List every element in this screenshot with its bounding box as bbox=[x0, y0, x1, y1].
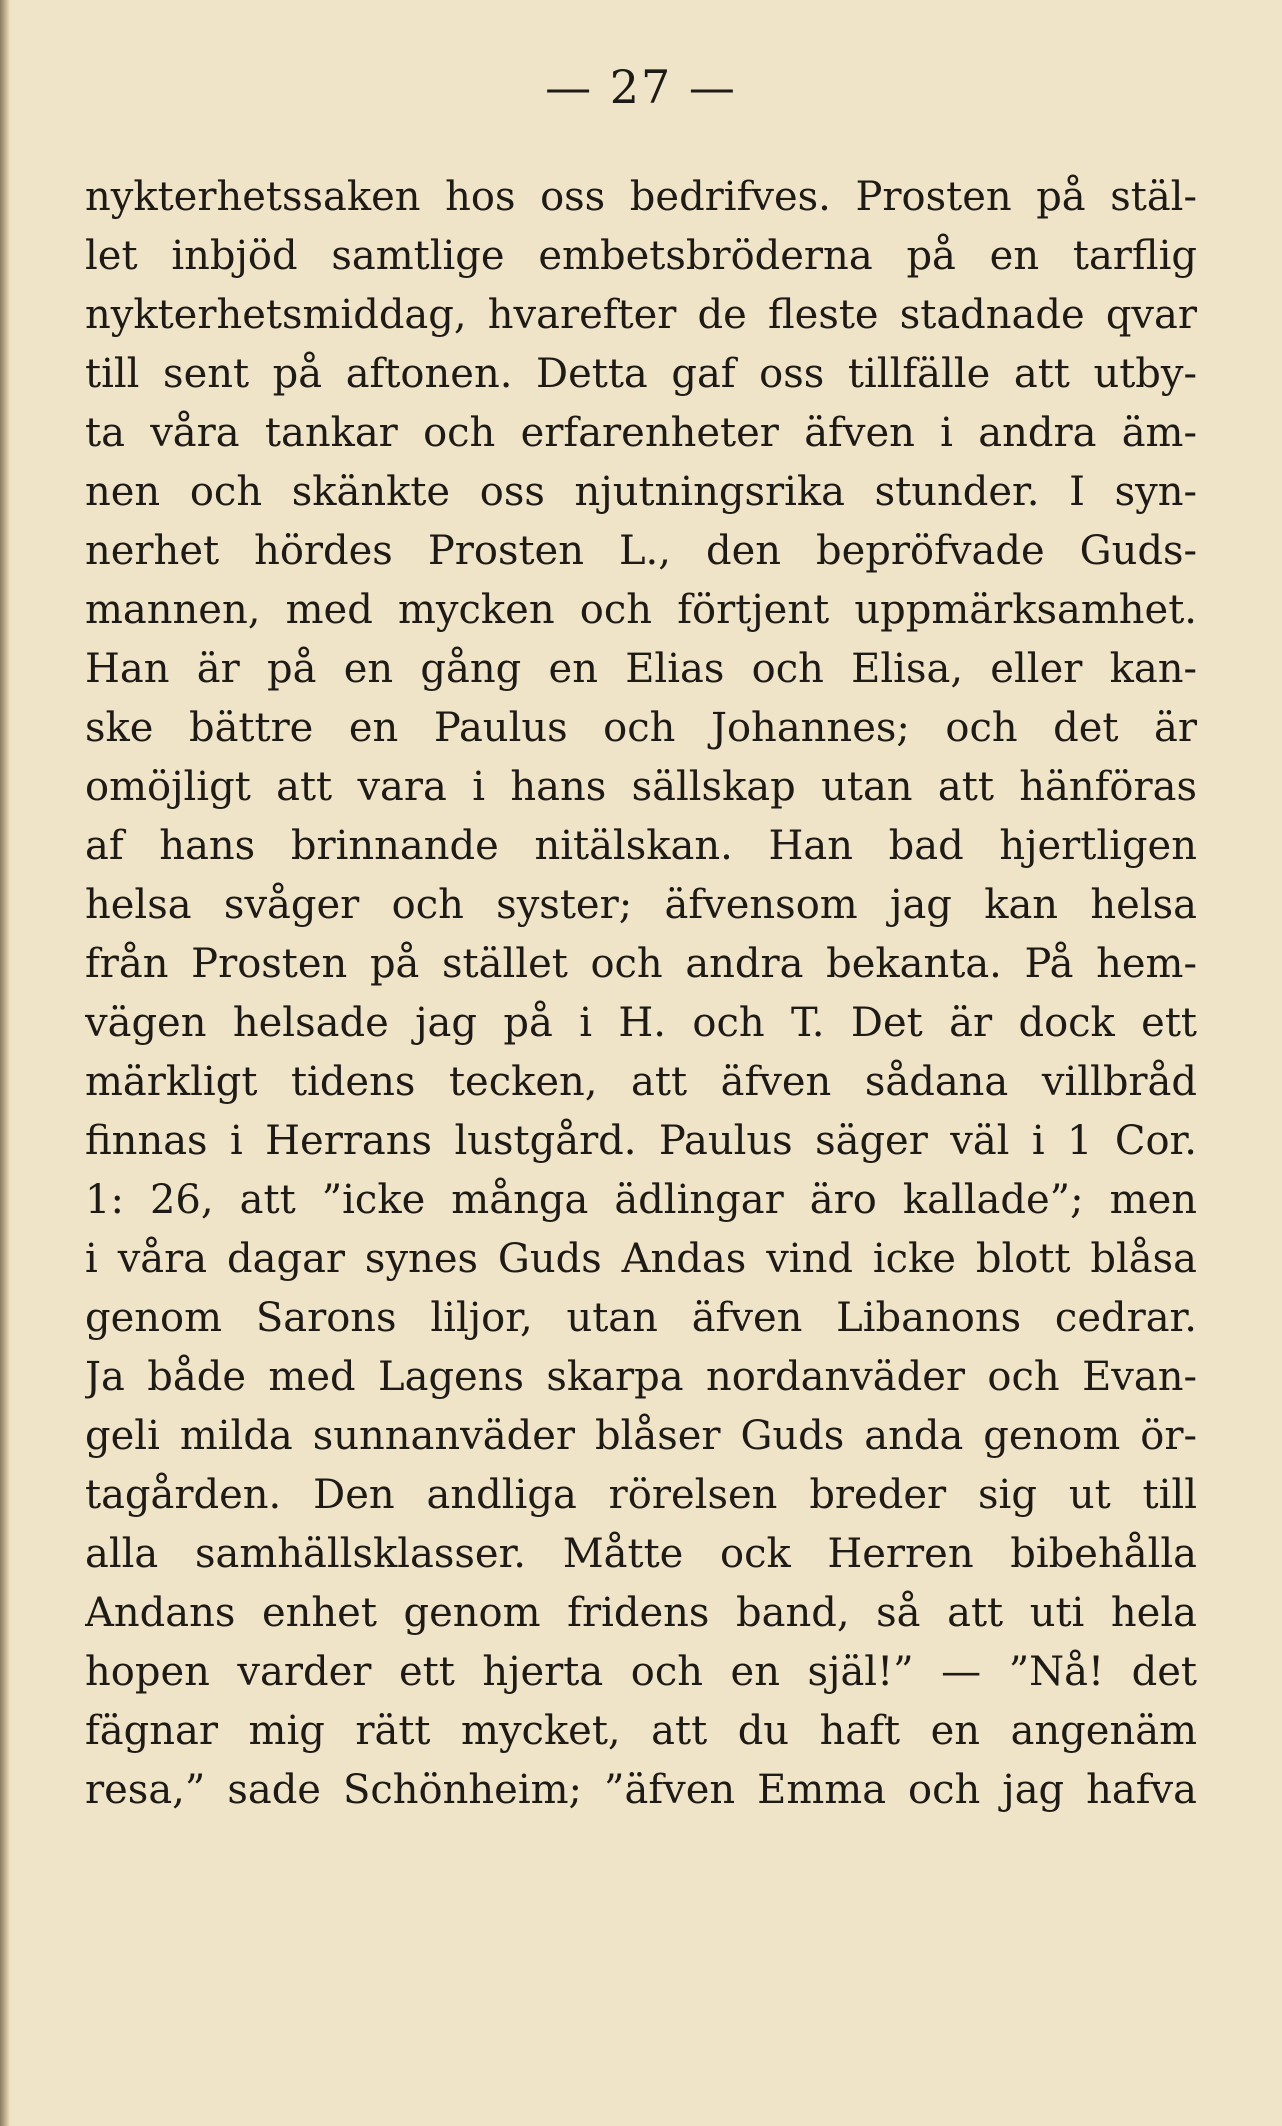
text-line: 1: 26, att ”icke många ädlingar äro kallade”; men bbox=[85, 1177, 1197, 1223]
text-line: vägen helsade jag på i H. och T. Det är dock ett bbox=[85, 1000, 1197, 1046]
text-line: resa,” sade Schönheim; ”äfven Emma och jag hafva bbox=[85, 1767, 1197, 1813]
text-line: fägnar mig rätt mycket, att du haft en angenäm bbox=[85, 1708, 1197, 1754]
text-line: Han är på en gång en Elias och Elisa, eller kan- bbox=[85, 646, 1197, 692]
text-line: Andans enhet genom fridens band, så att uti hela bbox=[85, 1590, 1197, 1636]
text-line: i våra dagar synes Guds Andas vind icke blott blåsa bbox=[85, 1236, 1197, 1282]
text-line: hopen varder ett hjerta och en själ!” — ”Nå! det bbox=[85, 1649, 1197, 1695]
text-line: let inbjöd samtlige embetsbröderna på en tarflig bbox=[85, 233, 1197, 279]
text-line: tagården. Den andliga rörelsen breder sig ut till bbox=[85, 1472, 1197, 1518]
text-line: ta våra tankar och erfarenheter äfven i andra äm- bbox=[85, 410, 1197, 456]
text-line: genom Sarons liljor, utan äfven Libanons cedrar. bbox=[85, 1295, 1197, 1341]
text-line: nerhet hördes Prosten L., den bepröfvade Guds- bbox=[85, 528, 1197, 574]
page-number: — 27 — bbox=[545, 60, 737, 114]
page-binding-edge bbox=[0, 0, 10, 2126]
text-line: af hans brinnande nitälskan. Han bad hjertligen bbox=[85, 823, 1197, 869]
text-line: omöjligt att vara i hans sällskap utan att hänföras bbox=[85, 764, 1197, 810]
text-line: nen och skänkte oss njutningsrika stunder. I syn- bbox=[85, 469, 1197, 515]
text-line: helsa svåger och syster; äfvensom jag kan helsa bbox=[85, 882, 1197, 928]
text-line: från Prosten på stället och andra bekanta. På hem- bbox=[85, 941, 1197, 987]
body-text bbox=[85, 168, 1197, 1820]
text-line: Ja både med Lagens skarpa nordanväder och Evan- bbox=[85, 1354, 1197, 1400]
text-line: mannen, med mycken och förtjent uppmärksamhet. bbox=[85, 587, 1197, 633]
text-line: ske bättre en Paulus och Johannes; och det är bbox=[85, 705, 1197, 751]
text-line: märkligt tidens tecken, att äfven sådana villbråd bbox=[85, 1059, 1197, 1105]
text-line: geli milda sunnanväder blåser Guds anda genom ör- bbox=[85, 1413, 1197, 1459]
text-line: finnas i Herrans lustgård. Paulus säger väl i 1 Cor. bbox=[85, 1118, 1197, 1164]
text-line: nykterhetssaken hos oss bedrifves. Prosten på stäl- bbox=[85, 174, 1197, 220]
text-line: alla samhällsklasser. Måtte ock Herren bibehålla bbox=[85, 1531, 1197, 1577]
text-line: nykterhetsmiddag, hvarefter de fleste stadnade qvar bbox=[85, 292, 1197, 338]
text-line: till sent på aftonen. Detta gaf oss tillfälle att utby- bbox=[85, 351, 1197, 397]
